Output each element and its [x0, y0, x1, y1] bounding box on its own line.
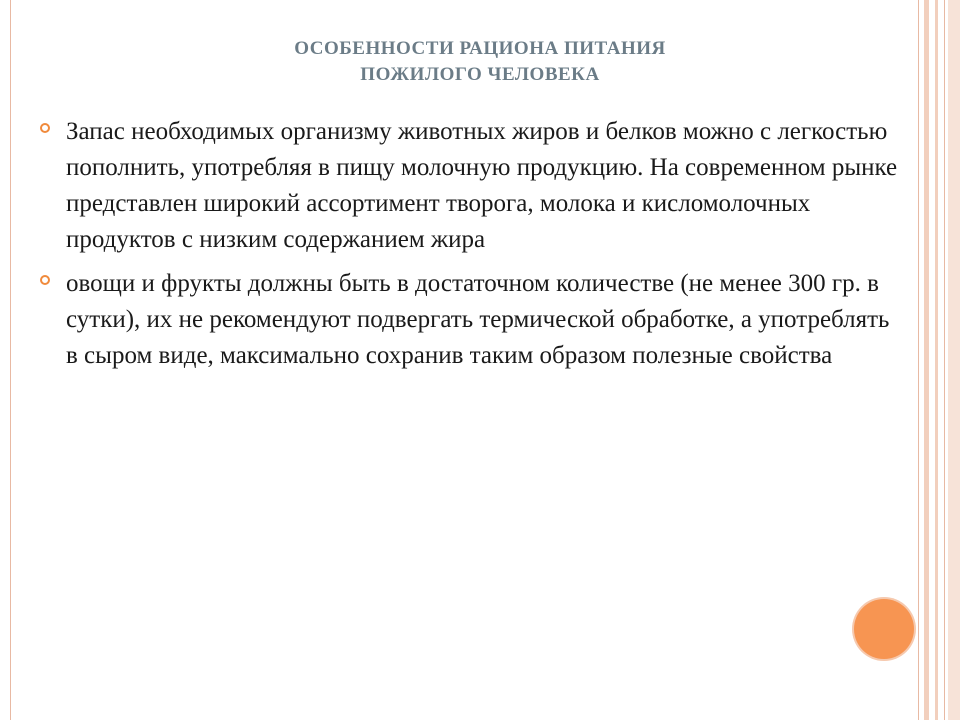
- frame-line-right-3: [935, 0, 938, 720]
- bullet-circle-icon: [40, 123, 50, 133]
- slide-title-line-2: ПОЖИЛОГО ЧЕЛОВЕКА: [360, 64, 600, 85]
- slide-content: [40, 114, 900, 382]
- bullet-text-1: Запас необходимых организму животных жиров и белков можно с легкостью пополнить, употребляя в пищу молочную продукцию. На современном рынке представлен широкий ассортимент творога, молока и кисломолочных продуктов с низким содержанием жира: [66, 118, 898, 253]
- frame-strip-right: [948, 0, 960, 720]
- frame-line-right-4: [944, 0, 945, 720]
- slide-title-line-1: ОСОБЕННОСТИ РАЦИОНА ПИТАНИЯ: [294, 38, 666, 59]
- bullet-text-2: овощи и фрукты должны быть в достаточном количестве (не менее 300 гр. в сутки), их не рекомендуют подвергать термической обработке, а употреблять в сыром виде, максимально сохранив таким образом полезные свойства: [66, 270, 890, 369]
- bullet-item-2: [40, 266, 900, 374]
- bullet-item-1: [40, 114, 900, 258]
- decorative-circle-icon: [854, 599, 914, 659]
- frame-line-right-1: [918, 0, 919, 720]
- bullet-circle-icon: [40, 275, 50, 285]
- frame-line-right-2: [924, 0, 929, 720]
- slide-title: [0, 36, 960, 88]
- frame-line-left: [10, 0, 11, 720]
